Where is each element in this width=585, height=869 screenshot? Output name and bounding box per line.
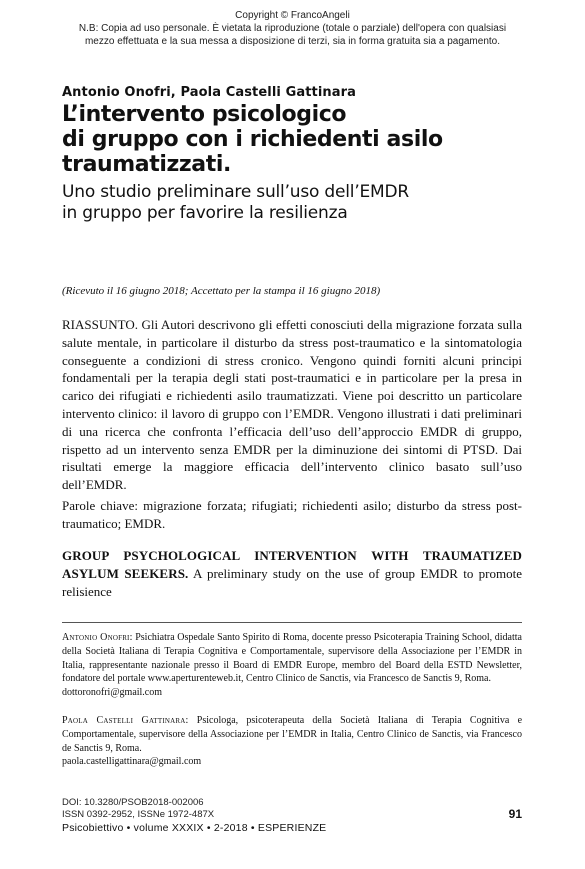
issn: ISSN 0392-2952, ISSNe 1972-487X bbox=[62, 809, 215, 820]
author-email[interactable]: dottoronofri@gmail.com bbox=[62, 687, 163, 699]
article-authors: Antonio Onofri, Paola Castelli Gattinara bbox=[62, 85, 357, 100]
doi: DOI: 10.3280/PSOB2018-002006 bbox=[62, 797, 204, 808]
title-line: di gruppo con i richiedenti asilo bbox=[62, 127, 443, 152]
title-line: traumatizzati. bbox=[62, 152, 231, 177]
title-line: L’intervento psicologico bbox=[62, 102, 347, 127]
bio-name: Paola Castelli Gattinara: bbox=[62, 715, 189, 726]
english-title-rest: A preliminary study on the use of group EMDR to promote relisience bbox=[62, 565, 522, 599]
copyright-disclaimer-line-2: mezzo effettuata e la sua messa a disposizione di terzi, sia in forma gratuita sia a pagamento. bbox=[84, 36, 501, 47]
subtitle-line: in gruppo per favorire la resilienza bbox=[62, 203, 348, 223]
bio-text: Psichiatra Ospedale Santo Spirito di Roma, docente presso Psicoterapia Training School, didatta della Società Italiana di Terapia Cognitiva e Comportamentale, supervisore della Associazione per l’EMDR in Italia, rappresentante nazionale presso il Board di EMDR Europe, membro del Board della ESTD Newsletter, fondatore del portale www.aperturenteweb.it, Centro Clinico de Sanctis, via Francesco de Sanctis 9, Roma. bbox=[62, 632, 522, 685]
article-subtitle bbox=[62, 182, 409, 224]
subtitle-line: Uno studio preliminare sull’uso dell’EMDR bbox=[62, 182, 410, 202]
bio-text: Psicologa, psicoterapeuta della Società Italiana di Terapia Cognitiva e Comportamentale, supervisore della Associazione per l’EMDR in Italia, Centro Clinico de Sanctis, via Francesco de Sanctis 9, Roma. bbox=[62, 715, 523, 754]
copyright-disclaimer-line-1: N.B: Copia ad uso personale. È vietata la riproduzione (totale o parziale) dell'opera con qualsiasi bbox=[78, 23, 507, 34]
page-number: 91 bbox=[508, 807, 522, 821]
received-accepted-dates: (Ricevuto il 16 giugno 2018; Accettato per la stampa il 16 giugno 2018) bbox=[62, 285, 381, 297]
author-bio-castelli-gattinara bbox=[62, 714, 522, 769]
bio-name: Antonio Onofri: bbox=[62, 632, 133, 643]
author-email[interactable]: paola.castelligattinara@gmail.com bbox=[62, 756, 202, 768]
article-title bbox=[62, 102, 532, 177]
english-title-caps: GROUP PSYCHOLOGICAL INTERVENTION WITH TRAUMATIZED ASYLUM SEEKERS. bbox=[62, 548, 522, 581]
copyright-notice: Copyright © FrancoAngeli bbox=[235, 10, 350, 21]
abstract-italian: RIASSUNTO. Gli Autori descrivono gli effetti conosciuti della migrazione forzata sulla salute mentale, in particolare il disturbo da stress post-traumatico e la sintomatologia conseguente a condizioni di stress cronico. Vengono quindi forniti alcuni principi fondamentali per la terapia degli stati post-traumatici e in particolare per la presa in carico dei rifugiati e richiedenti asilo traumatizzati. Viene poi descritto un particolare intervento clinico: il lavoro di gruppo con l’EMDR. Vengono illustrati i dati preliminari di una ricerca che confronta l’efficacia dell’uso dell’approccio EMDR di gruppo, rispetto ad un intervento senza EMDR per la diminuzione dei sintomi di PTSD. Dai risultati emerge la maggiore efficacia dell’intervento clinico basato sull’uso dell’EMDR. bbox=[62, 317, 522, 493]
author-bio-onofri bbox=[62, 631, 522, 700]
keywords: Parole chiave: migrazione forzata; rifugiati; richiedenti asilo; disturbo da stress post-traumatico; EMDR. bbox=[62, 498, 522, 531]
divider bbox=[62, 622, 522, 623]
english-title bbox=[62, 547, 522, 600]
journal-info: Psicobiettivo • volume XXXIX • 2-2018 • ESPERIENZE bbox=[62, 822, 327, 834]
